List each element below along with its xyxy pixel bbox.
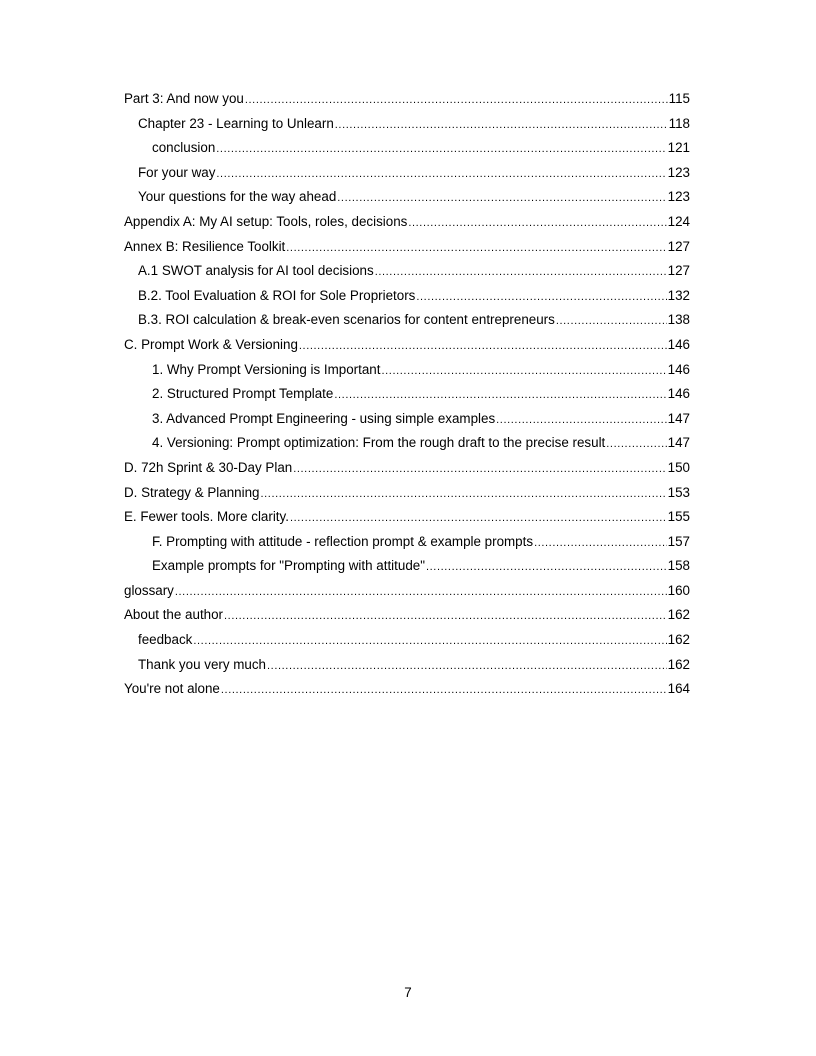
toc-entry[interactable] <box>124 409 690 434</box>
toc-dot-leader <box>299 336 667 356</box>
toc-entry-page: 121 <box>667 140 690 156</box>
toc-entry[interactable] <box>124 433 690 458</box>
toc-entry-title: B.3. ROI calculation & break-even scenarios for content entrepreneurs <box>138 312 555 328</box>
toc-entry[interactable] <box>124 286 690 311</box>
toc-entry[interactable] <box>124 163 690 188</box>
toc-dot-leader <box>286 238 666 258</box>
toc-entry[interactable] <box>124 114 690 139</box>
toc-entry-title: Thank you very much <box>138 656 267 672</box>
page-number: 7 <box>404 985 412 1000</box>
toc-entry-title: About the author <box>124 607 224 623</box>
toc-dot-leader <box>426 557 667 577</box>
toc-entry-page: 160 <box>667 582 690 598</box>
toc-dot-leader <box>375 262 667 282</box>
toc-entry-title: 1. Why Prompt Versioning is Important <box>152 361 381 377</box>
toc-entry-page: 155 <box>667 509 690 525</box>
toc-entry-page: 132 <box>667 287 690 303</box>
toc-entry-title: C. Prompt Work & Versioning <box>124 336 298 352</box>
toc-entry-page: 118 <box>668 115 690 131</box>
toc-entry-title: glossary <box>124 582 174 598</box>
toc-entry-page: 157 <box>667 533 690 549</box>
toc-entry-page: 115 <box>668 91 690 106</box>
toc-entry-title: E. Fewer tools. More clarity. <box>124 509 289 525</box>
toc-entry-title: 3. Advanced Prompt Engineering - using simple examples <box>152 410 496 426</box>
toc-entry-page: 150 <box>667 459 690 475</box>
toc-entry-title: Chapter 23 - Learning to Unlearn <box>138 115 334 131</box>
toc-dot-leader <box>534 533 667 553</box>
toc-entry-page: 127 <box>667 238 690 254</box>
toc-entry[interactable] <box>124 605 690 630</box>
toc-entry[interactable] <box>124 483 690 508</box>
table-of-contents <box>124 89 690 704</box>
toc-entry[interactable] <box>124 507 690 532</box>
toc-entry[interactable] <box>124 310 690 335</box>
toc-entry-page: 162 <box>667 632 690 648</box>
toc-entry[interactable] <box>124 360 690 385</box>
toc-entry[interactable] <box>124 212 690 237</box>
toc-entry[interactable] <box>124 630 690 655</box>
toc-entry-page: 164 <box>667 681 690 697</box>
toc-dot-leader <box>335 115 668 135</box>
toc-entry[interactable] <box>124 89 690 114</box>
toc-dot-leader <box>606 434 666 454</box>
toc-entry[interactable] <box>124 532 690 557</box>
toc-entry-title: conclusion <box>152 140 216 156</box>
toc-dot-leader <box>293 459 666 479</box>
toc-entry[interactable] <box>124 655 690 680</box>
toc-dot-leader <box>175 582 667 602</box>
toc-entry-page: 147 <box>667 410 690 426</box>
toc-dot-leader <box>334 385 666 405</box>
toc-dot-leader <box>408 213 666 233</box>
toc-dot-leader <box>221 680 667 700</box>
toc-entry-title: Part 3: And now you <box>124 91 244 106</box>
toc-dot-leader <box>216 164 666 184</box>
toc-dot-leader <box>496 410 667 430</box>
toc-entry-page: 123 <box>667 189 690 205</box>
toc-entry-page: 153 <box>667 484 690 500</box>
toc-entry[interactable] <box>124 335 690 360</box>
toc-entry[interactable] <box>124 187 690 212</box>
toc-entry-title: D. 72h Sprint & 30-Day Plan <box>124 459 293 475</box>
toc-entry-title: A.1 SWOT analysis for AI tool decisions <box>138 263 374 279</box>
toc-entry[interactable] <box>124 556 690 581</box>
toc-entry-page: 124 <box>667 213 690 229</box>
toc-entry-title: 2. Structured Prompt Template <box>152 386 334 402</box>
toc-entry-page: 138 <box>667 312 690 328</box>
toc-dot-leader <box>290 508 667 528</box>
toc-entry-title: You're not alone <box>124 681 220 697</box>
toc-dot-leader <box>381 361 666 381</box>
toc-entry[interactable] <box>124 679 690 704</box>
toc-entry-title: D. Strategy & Planning <box>124 484 260 500</box>
toc-entry[interactable] <box>124 581 690 606</box>
toc-entry[interactable] <box>124 384 690 409</box>
toc-entry[interactable] <box>124 138 690 163</box>
toc-entry-page: 158 <box>667 558 690 574</box>
toc-entry-page: 162 <box>667 656 690 672</box>
toc-entry-title: 4. Versioning: Prompt optimization: From the rough draft to the precise result <box>152 435 606 451</box>
toc-entry-title: Your questions for the way ahead <box>138 189 337 205</box>
toc-entry[interactable] <box>124 458 690 483</box>
toc-dot-leader <box>216 139 666 159</box>
toc-entry-page: 123 <box>667 164 690 180</box>
toc-entry-title: F. Prompting with attitude - reflection prompt & example prompts <box>152 533 534 549</box>
toc-dot-leader <box>337 188 666 208</box>
toc-dot-leader <box>267 656 667 676</box>
toc-dot-leader <box>416 287 666 307</box>
toc-entry-page: 162 <box>667 607 690 623</box>
toc-entry[interactable] <box>124 237 690 262</box>
toc-entry-title: Annex B: Resilience Toolkit <box>124 238 286 254</box>
toc-dot-leader <box>193 631 666 651</box>
toc-entry-page: 146 <box>667 386 690 402</box>
toc-entry-title: Appendix A: My AI setup: Tools, roles, decisions <box>124 213 408 229</box>
toc-entry-title: feedback <box>138 632 193 648</box>
toc-entry-page: 146 <box>667 361 690 377</box>
toc-dot-leader <box>224 606 667 626</box>
toc-entry-title: For your way <box>138 164 216 180</box>
toc-dot-leader <box>260 484 666 504</box>
toc-dot-leader <box>245 90 668 110</box>
toc-dot-leader <box>556 311 667 331</box>
toc-entry-page: 147 <box>667 435 690 451</box>
toc-entry[interactable] <box>124 261 690 286</box>
toc-entry-page: 146 <box>667 336 690 352</box>
toc-entry-title: Example prompts for "Prompting with attitude" <box>152 558 425 574</box>
toc-entry-page: 127 <box>667 263 690 279</box>
toc-entry-title: B.2. Tool Evaluation & ROI for Sole Proprietors <box>138 287 416 303</box>
